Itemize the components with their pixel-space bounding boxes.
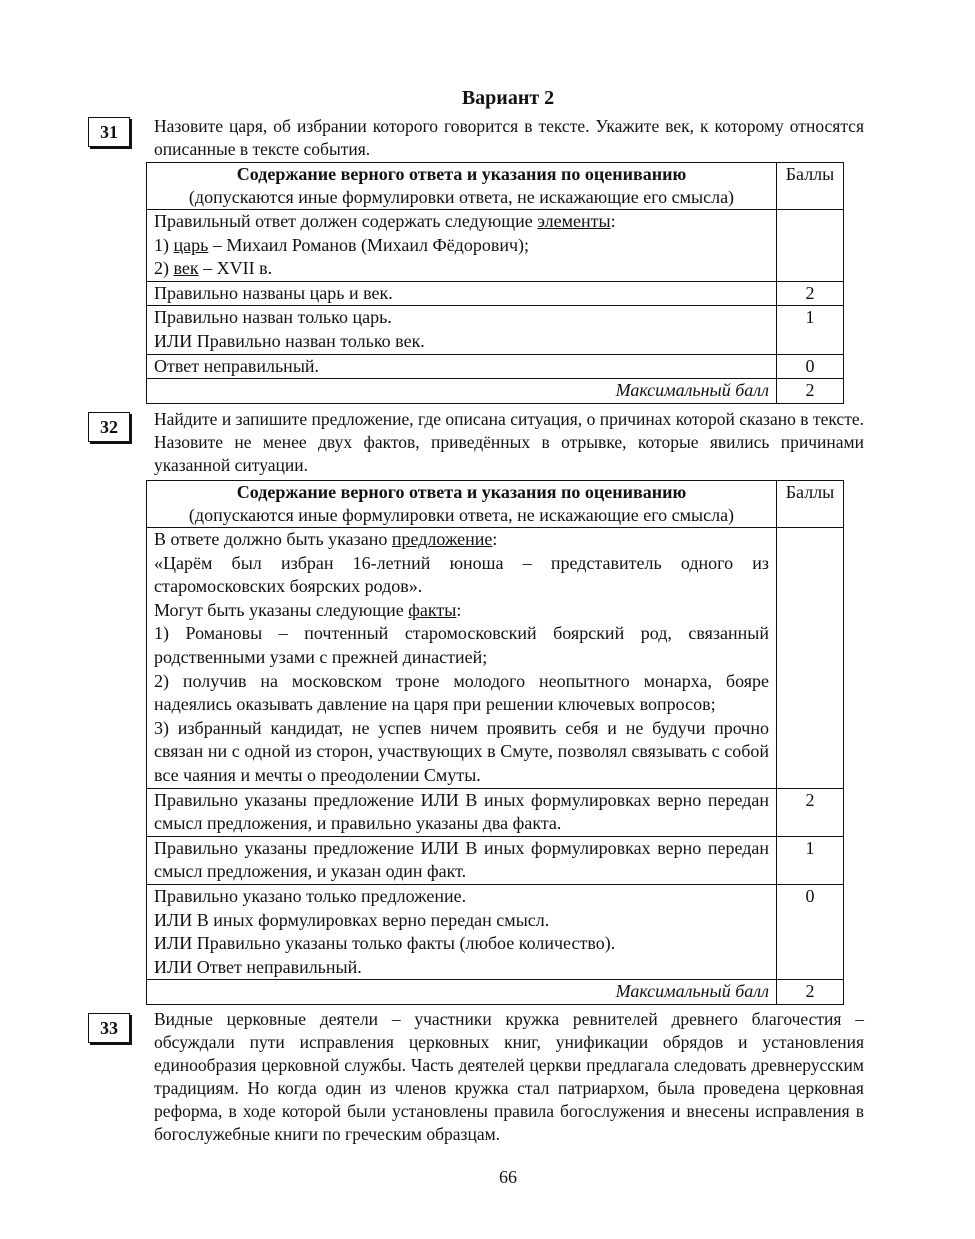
header-points-cell: Баллы (777, 163, 844, 210)
answer-facts-intro: Могут быть указаны следующие факты: (154, 599, 462, 620)
answer-points-cell (777, 210, 844, 282)
answer-intro: Правильный ответ должен содержать следующие элементы: (154, 211, 616, 231)
table-row (147, 528, 844, 789)
criterion-text: Правильно указано только предложение. ИЛИ В иных формулировках верно передан смысл. ИЛИ Правильно указаны только факты (любое количество). ИЛИ Ответ неправильный. (147, 884, 777, 979)
criterion-points: 0 (777, 354, 844, 379)
criterion-text: Правильно назван только царь. ИЛИ Правильно назван только век. (147, 306, 777, 354)
question-33-text: Видные церковные деятели – участники кружка ревнителей древнего благочестия – обсуждали пути исправления церковных книг, унификации обрядов и установления единообразия церковной службы. Часть деятелей церкви предлагала следовать древнерусским традициям. Но когда один из членов кружка стал патриархом, была проведена церковная реформа, в ходе которой были установлены правила богослужения и внесены исправления в богослужебные книги по греческим образцам. (154, 1009, 864, 1144)
table-row (147, 788, 844, 836)
header-content-note: (допускаются иные формулировки ответа, не искажающие его смысла) (188, 187, 735, 207)
question-31-number: 31 (88, 117, 130, 147)
answer-fact-2: 2) получив на московском троне молодого неопытного монарха, бояре надеялись оказывать давление на царя при решении ключевых вопросов; (154, 670, 769, 715)
max-score-value: 2 (777, 980, 844, 1005)
table-row (147, 836, 844, 884)
question-32-text: Найдите и запишите предложение, где описана ситуация, о причинах которой сказано в тексте. Назовите не менее двух фактов, приведённых в отрывке, которые явились причинами указанной ситуации. (154, 409, 864, 475)
question-31-text: Назовите царя, об избрании которого говорится в тексте. Укажите век, к которому относятся описанные в тексте события. (154, 116, 864, 159)
max-score-value: 2 (777, 379, 844, 404)
criterion-points: 1 (777, 836, 844, 884)
header-content-cell (147, 481, 777, 528)
criterion-points: 2 (777, 788, 844, 836)
answer-cell (147, 528, 777, 789)
answer-fact-1: 1) Романовы – почтенный старомосковский боярский род, связанный родственными узами с прежней династией; (154, 623, 769, 667)
table-row (147, 281, 844, 306)
table-header-row (147, 481, 844, 528)
table-header-row (147, 163, 844, 210)
max-score-label: Максимальный балл (147, 980, 777, 1005)
answer-item-2: 2) век – XVII в. (154, 258, 273, 279)
q31-grading-table (146, 162, 844, 404)
answer-cell (147, 210, 777, 282)
question-33-number: 33 (88, 1013, 130, 1043)
q32-grading-table (146, 480, 844, 1005)
criterion-text: Правильно названы царь и век. (147, 281, 777, 306)
answer-quote: «Царём был избран 16-летний юноша – представитель одного из старомосковских боярских родов». (154, 552, 769, 597)
table-row (147, 306, 844, 354)
variant-title: Вариант 2 (461, 87, 555, 109)
header-points-cell: Баллы (777, 481, 844, 528)
criterion-points: 2 (777, 281, 844, 306)
criterion-text: Правильно указаны предложение ИЛИ В иных формулировках верно передан смысл предложения, и указан один факт. (147, 836, 777, 884)
answer-fact-3: 3) избранный кандидат, не успев ничем проявить себя и не будучи прочно связан ни с одной из сторон, участвующих в Смуте, позволял связывать с собой все чаяния и мечты о преодолении Смуты. (154, 717, 769, 785)
max-score-row (147, 980, 844, 1005)
answer-intro: В ответе должно быть указано предложение: (154, 529, 498, 549)
header-content-title: Содержание верного ответа и указания по оцениванию (236, 164, 687, 184)
table-row (147, 884, 844, 979)
question-32-number: 32 (88, 412, 130, 442)
header-content-note: (допускаются иные формулировки ответа, не искажающие его смысла) (188, 505, 735, 525)
table-row (147, 354, 844, 379)
header-content-title: Содержание верного ответа и указания по оцениванию (236, 482, 687, 502)
header-content-cell (147, 163, 777, 210)
max-score-label: Максимальный балл (147, 379, 777, 404)
table-row (147, 210, 844, 282)
answer-points-cell (777, 528, 844, 789)
answer-item-1: 1) царь – Михаил Романов (Михаил Фёдорович); (154, 234, 530, 255)
criterion-points: 0 (777, 884, 844, 979)
criterion-text: Ответ неправильный. (147, 354, 777, 379)
max-score-row (147, 379, 844, 404)
page-number: 66 (499, 1167, 517, 1187)
criterion-text: Правильно указаны предложение ИЛИ В иных формулировках верно передан смысл предложения, и правильно указаны два факта. (147, 788, 777, 836)
criterion-points: 1 (777, 306, 844, 354)
